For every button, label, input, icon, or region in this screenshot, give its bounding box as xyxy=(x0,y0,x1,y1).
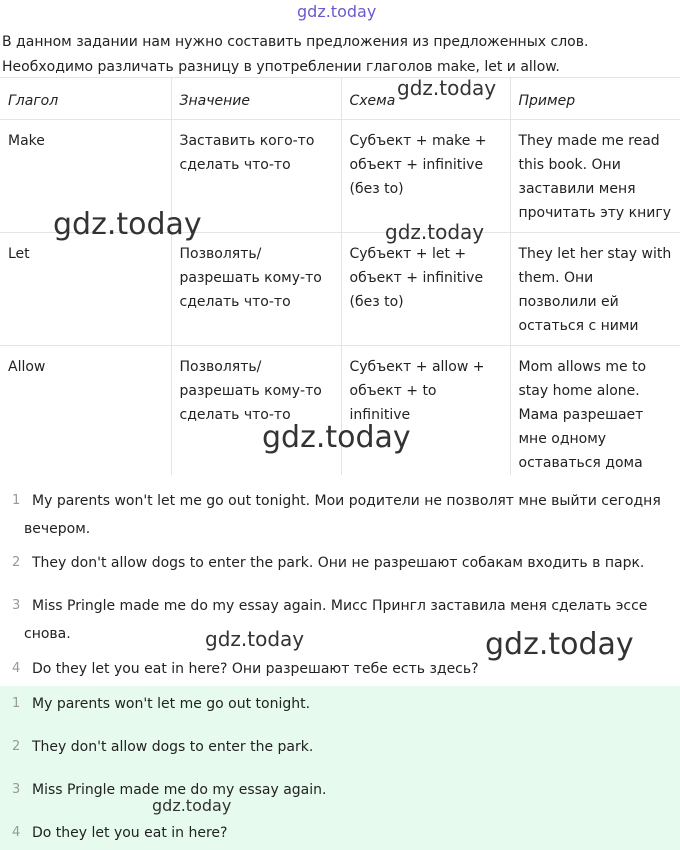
cell-scheme: Субъект + allow + объект + to infinitive xyxy=(341,346,510,476)
table-row xyxy=(0,233,680,346)
item-text: They don't allow dogs to enter the park. xyxy=(32,739,314,755)
item-number: 2 xyxy=(12,555,21,570)
watermark: gdz.today xyxy=(262,420,411,455)
grammar-table xyxy=(0,77,680,475)
item-number: 2 xyxy=(12,739,21,754)
cell-example: They let her stay with them. Они позволили ей остаться с ними xyxy=(510,233,680,346)
header-meaning: Значение xyxy=(171,78,341,120)
watermark: gdz.today xyxy=(152,796,232,815)
item-number: 4 xyxy=(12,825,21,840)
cell-scheme: Субъект + make + объект + infinitive (без to) xyxy=(341,120,510,233)
cell-example: Mom allows me to stay home alone. Мама разрешает мне одному оставаться дома xyxy=(510,346,680,476)
item-text: Miss Pringle made me do my essay again. xyxy=(32,782,327,798)
watermark: gdz.today xyxy=(485,627,634,662)
cell-meaning: Заставить кого-то сделать что-то xyxy=(171,120,341,233)
watermark: gdz.today xyxy=(53,207,202,242)
cell-meaning: Позволять/ разрешать кому-то сделать что-то xyxy=(171,233,341,346)
watermark: gdz.today xyxy=(385,220,485,244)
cell-verb: Make xyxy=(0,120,171,233)
item-number: 1 xyxy=(12,696,21,711)
item-text: Do they let you eat in here? xyxy=(32,825,228,841)
item-number: 1 xyxy=(12,493,21,508)
table-row xyxy=(0,120,680,233)
header-scheme: Схема xyxy=(341,78,510,120)
table-header-row xyxy=(0,78,680,120)
cell-scheme: Субъект + let + объект + infinitive (без to) xyxy=(341,233,510,346)
cell-verb: Let xyxy=(0,233,171,346)
final-answers-box xyxy=(0,686,680,850)
item-text: They don't allow dogs to enter the park. Они не разрешают собакам входить в парк. xyxy=(32,555,645,571)
watermark: gdz.today xyxy=(397,76,497,100)
item-number: 3 xyxy=(12,782,21,797)
item-text xyxy=(0,487,678,543)
intro-line-2: Необходимо различать разницу в употреблении глаголов make, let и allow. xyxy=(2,59,560,75)
intro-text xyxy=(2,30,678,80)
item-number: 3 xyxy=(12,598,21,613)
intro-line-1: В данном задании нам нужно составить предложения из предложенных слов. xyxy=(2,34,589,50)
item-text xyxy=(0,592,678,648)
table-row xyxy=(0,346,680,476)
item-text-content: Miss Pringle made me do my essay again. Мисс Прингл заставила меня сделать эссе снова. xyxy=(24,598,648,642)
item-text: Do they let you eat in here? Они разрешают тебе есть здесь? xyxy=(32,661,479,677)
site-watermark-top: gdz.today xyxy=(297,2,377,21)
header-example: Пример xyxy=(510,78,680,120)
cell-example: They made me read this book. Они заставили меня прочитать эту книгу xyxy=(510,120,680,233)
item-number: 4 xyxy=(12,661,21,676)
item-text-content: My parents won't let me go out tonight. Мои родители не позволят мне выйти сегодня вечером. xyxy=(24,493,661,537)
item-text: My parents won't let me go out tonight. xyxy=(32,696,311,712)
watermark: gdz.today xyxy=(205,627,305,651)
cell-verb: Allow xyxy=(0,346,171,476)
header-verb: Глагол xyxy=(0,78,171,120)
cell-meaning: Позволять/ разрешать кому-то сделать что-то xyxy=(171,346,341,476)
